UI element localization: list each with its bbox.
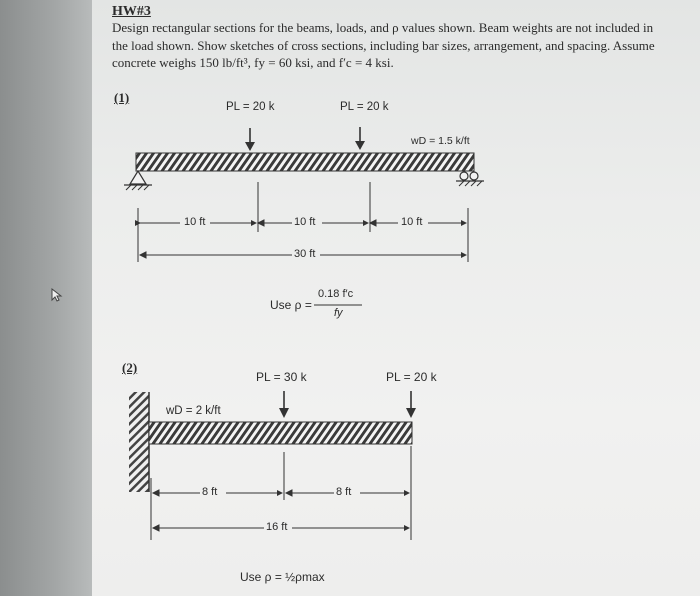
beam-1 (136, 153, 474, 171)
part-1-span-c-label: 10 ft (401, 216, 423, 228)
part-1-distributed-load-label: wD = 1.5 k/ft (411, 135, 470, 147)
part-2-rho-text: Use ρ = ½ρmax (240, 570, 325, 584)
part-2-load-mid-label: PL = 30 k (256, 370, 307, 384)
part-2-span-b-label: 8 ft (336, 486, 352, 498)
point-load-2a-arrow (279, 391, 289, 418)
part-1-rho-numerator: 0.18 f′c (318, 288, 354, 300)
part-2-label: (2) (122, 360, 138, 375)
part-1-label: (1) (114, 90, 130, 105)
part-2-span-a-label: 8 ft (202, 486, 218, 498)
point-load-2b-arrow (406, 391, 416, 418)
point-load-1b-arrow (355, 127, 365, 150)
part-1-span-a-label: 10 ft (184, 216, 206, 228)
roller-support (456, 172, 484, 186)
part-1-rho-denominator: fy (334, 307, 343, 319)
part-2-distributed-load-label: wD = 2 k/ft (166, 405, 221, 417)
part-2-total-span-label: 16 ft (266, 521, 288, 533)
part-1-load-right-label: PL = 20 k (340, 101, 389, 113)
part-1-total-span-label: 30 ft (294, 248, 316, 260)
part-1-load-left-label: PL = 20 k (226, 101, 275, 113)
homework-heading: HW#3 (112, 4, 151, 19)
point-load-1a-arrow (245, 128, 255, 151)
pin-support (124, 171, 152, 190)
problem-statement: Design rectangular sections for the beams, loads, and ρ values shown. Beam weights are not included in the load shown. Show sketches of cross sections, including bar sizes, arrangement, and spacing. Assume concrete weighs 150 lb/ft³, fy = 60 ksi, and f′c = 4 ksi. (112, 20, 655, 70)
part-2-load-end-label: PL = 20 k (386, 370, 437, 384)
part-1-rho-prefix: Use ρ = (270, 298, 312, 312)
fixed-wall-support (129, 392, 149, 492)
part-1-span-b-label: 10 ft (294, 216, 316, 228)
beam-2 (149, 422, 412, 444)
